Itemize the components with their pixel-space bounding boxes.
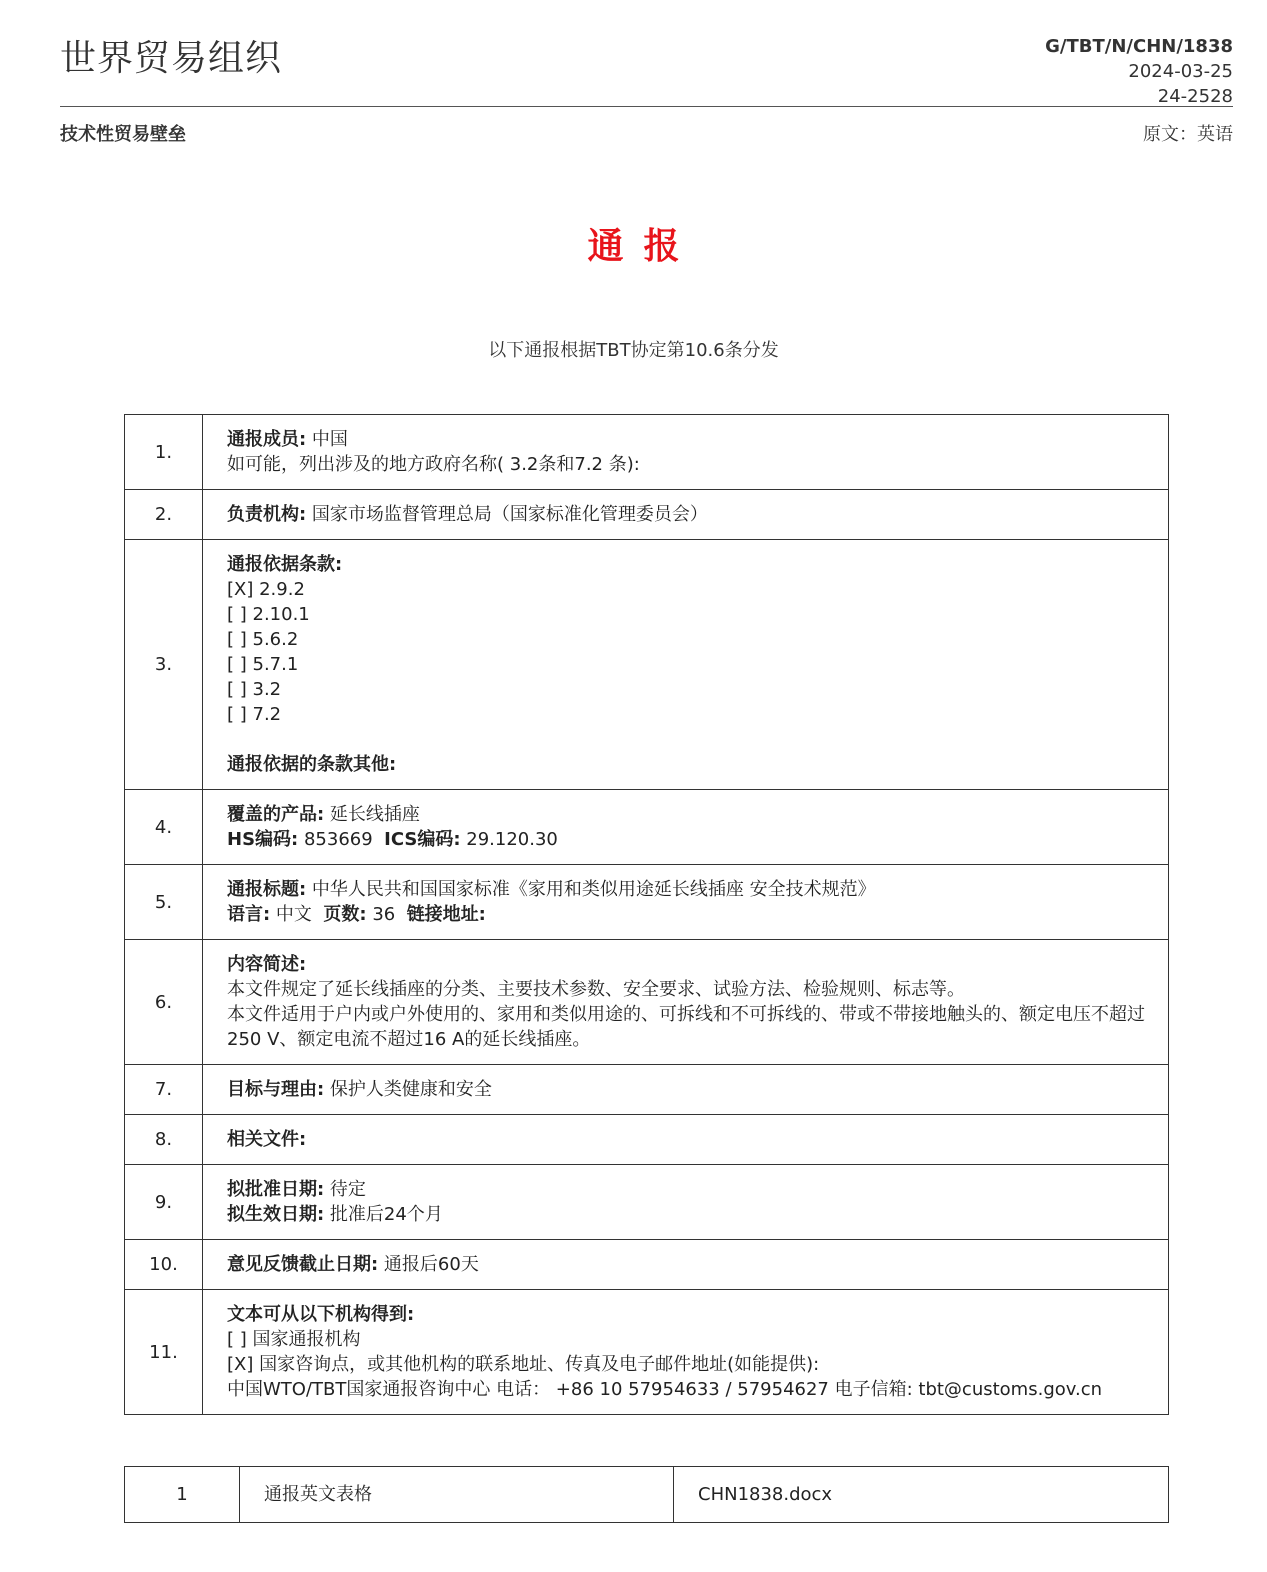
attachment-file-link[interactable]: CHN1838.docx — [674, 1467, 1169, 1523]
field-label: ICS编码: — [384, 829, 461, 850]
row-number: 4. — [125, 790, 203, 865]
row-number: 11. — [125, 1290, 203, 1415]
field-value: 36 — [366, 904, 396, 925]
field-value: 延长线插座 — [324, 804, 420, 825]
document-ref: 24-2528 — [1157, 86, 1233, 107]
attachment-number: 1 — [125, 1467, 240, 1523]
checkbox-item: [X] 2.9.2 — [227, 579, 305, 600]
notification-table — [124, 414, 1169, 1415]
field-value: 待定 — [324, 1179, 366, 1200]
table-row — [125, 865, 1169, 940]
field-value: 批准后24个月 — [324, 1204, 443, 1225]
field-label: 拟生效日期: — [227, 1204, 325, 1225]
field-label: 通报依据的条款其他: — [227, 754, 397, 775]
checkbox-item: [ ] 5.6.2 — [227, 629, 299, 650]
field-value: 29.120.30 — [460, 829, 558, 850]
row-number: 10. — [125, 1240, 203, 1290]
table-row — [125, 790, 1169, 865]
attachment-table — [124, 1466, 1169, 1523]
notification-title: 通报 — [587, 226, 700, 267]
field-label: 相关文件: — [227, 1129, 307, 1150]
row-number: 3. — [125, 540, 203, 790]
field-value: 中国 — [306, 429, 348, 450]
field-label: 目标与理由: — [227, 1079, 325, 1100]
row-content — [203, 1165, 1169, 1240]
header-divider — [60, 106, 1233, 107]
field-text: 如可能，列出涉及的地方政府名称( 3.2条和7.2 条): — [227, 454, 640, 475]
checkbox-item: [X] 国家咨询点，或其他机构的联系地址、传真及电子邮件地址(如能提供): — [227, 1354, 820, 1375]
row-content — [203, 865, 1169, 940]
committee-name: 技术性贸易壁垒 — [60, 124, 186, 145]
row-number: 8. — [125, 1115, 203, 1165]
table-row — [125, 540, 1169, 790]
field-label: 页数: — [323, 904, 367, 925]
checkbox-item: [ ] 2.10.1 — [227, 604, 310, 625]
field-label: 通报标题: — [227, 879, 307, 900]
field-value: 保护人类健康和安全 — [324, 1079, 492, 1100]
field-label: 链接地址: — [406, 904, 486, 925]
original-language: 原文：英语 — [1143, 124, 1233, 145]
table-row — [125, 490, 1169, 540]
document-symbol: G/TBT/N/CHN/1838 — [1045, 36, 1233, 57]
attachment-description: 通报英文表格 — [240, 1467, 674, 1523]
field-label: 意见反馈截止日期: — [227, 1254, 379, 1275]
row-content — [203, 540, 1169, 790]
table-row — [125, 1065, 1169, 1115]
row-content — [203, 1290, 1169, 1415]
checkbox-item: [ ] 7.2 — [227, 704, 282, 725]
row-number: 7. — [125, 1065, 203, 1115]
field-value: 中华人民共和国国家标准《家用和类似用途延长线插座 安全技术规范》 — [306, 879, 876, 900]
contact-info: 中国WTO/TBT国家通报咨询中心 电话： +86 10 57954633 / 57954627 电子信箱: tbt@customs.gov.cn — [227, 1379, 1103, 1400]
row-content — [203, 490, 1169, 540]
field-label: 覆盖的产品: — [227, 804, 325, 825]
field-label: 负责机构: — [227, 504, 307, 525]
intro-text: 以下通报根据TBT协定第10.6条分发 — [488, 340, 779, 361]
field-label: 通报成员: — [227, 429, 307, 450]
field-value: 通报后60天 — [378, 1254, 479, 1275]
field-label: 内容简述: — [227, 954, 307, 975]
row-number: 6. — [125, 940, 203, 1065]
row-content — [203, 1065, 1169, 1115]
field-label: 文本可从以下机构得到: — [227, 1304, 415, 1325]
field-value: 853669 — [298, 829, 373, 850]
checkbox-item: [ ] 3.2 — [227, 679, 282, 700]
table-row — [125, 1290, 1169, 1415]
row-content — [203, 1240, 1169, 1290]
row-content — [203, 940, 1169, 1065]
table-row — [125, 1165, 1169, 1240]
field-label: HS编码: — [227, 829, 299, 850]
field-label: 通报依据条款: — [227, 554, 343, 575]
field-value: 国家市场监督管理总局（国家标准化管理委员会） — [306, 504, 708, 525]
row-number: 2. — [125, 490, 203, 540]
checkbox-item: [ ] 5.7.1 — [227, 654, 299, 675]
description-paragraph: 本文件规定了延长线插座的分类、主要技术参数、安全要求、试验方法、检验规则、标志等。 — [227, 979, 965, 1000]
document-date: 2024-03-25 — [1128, 61, 1233, 82]
table-row — [125, 940, 1169, 1065]
row-number: 9. — [125, 1165, 203, 1240]
row-number: 1. — [125, 415, 203, 490]
description-paragraph: 本文件适用于户内或户外使用的、家用和类似用途的、可拆线和不可拆线的、带或不带接地触头的、额定电压不超过250 V、额定电流不超过16 A的延长线插座。 — [227, 1004, 1145, 1050]
checkbox-item: [ ] 国家通报机构 — [227, 1329, 361, 1350]
table-row — [125, 1115, 1169, 1165]
row-number: 5. — [125, 865, 203, 940]
table-row — [125, 415, 1169, 490]
field-label: 语言: — [227, 904, 271, 925]
document-meta — [1045, 34, 1233, 109]
row-content — [203, 415, 1169, 490]
table-row — [125, 1240, 1169, 1290]
org-name: 世界贸易组织 — [60, 38, 283, 79]
field-value: 中文 — [270, 904, 312, 925]
table-row — [125, 1467, 1169, 1523]
row-content — [203, 1115, 1169, 1165]
field-label: 拟批准日期: — [227, 1179, 325, 1200]
row-content — [203, 790, 1169, 865]
